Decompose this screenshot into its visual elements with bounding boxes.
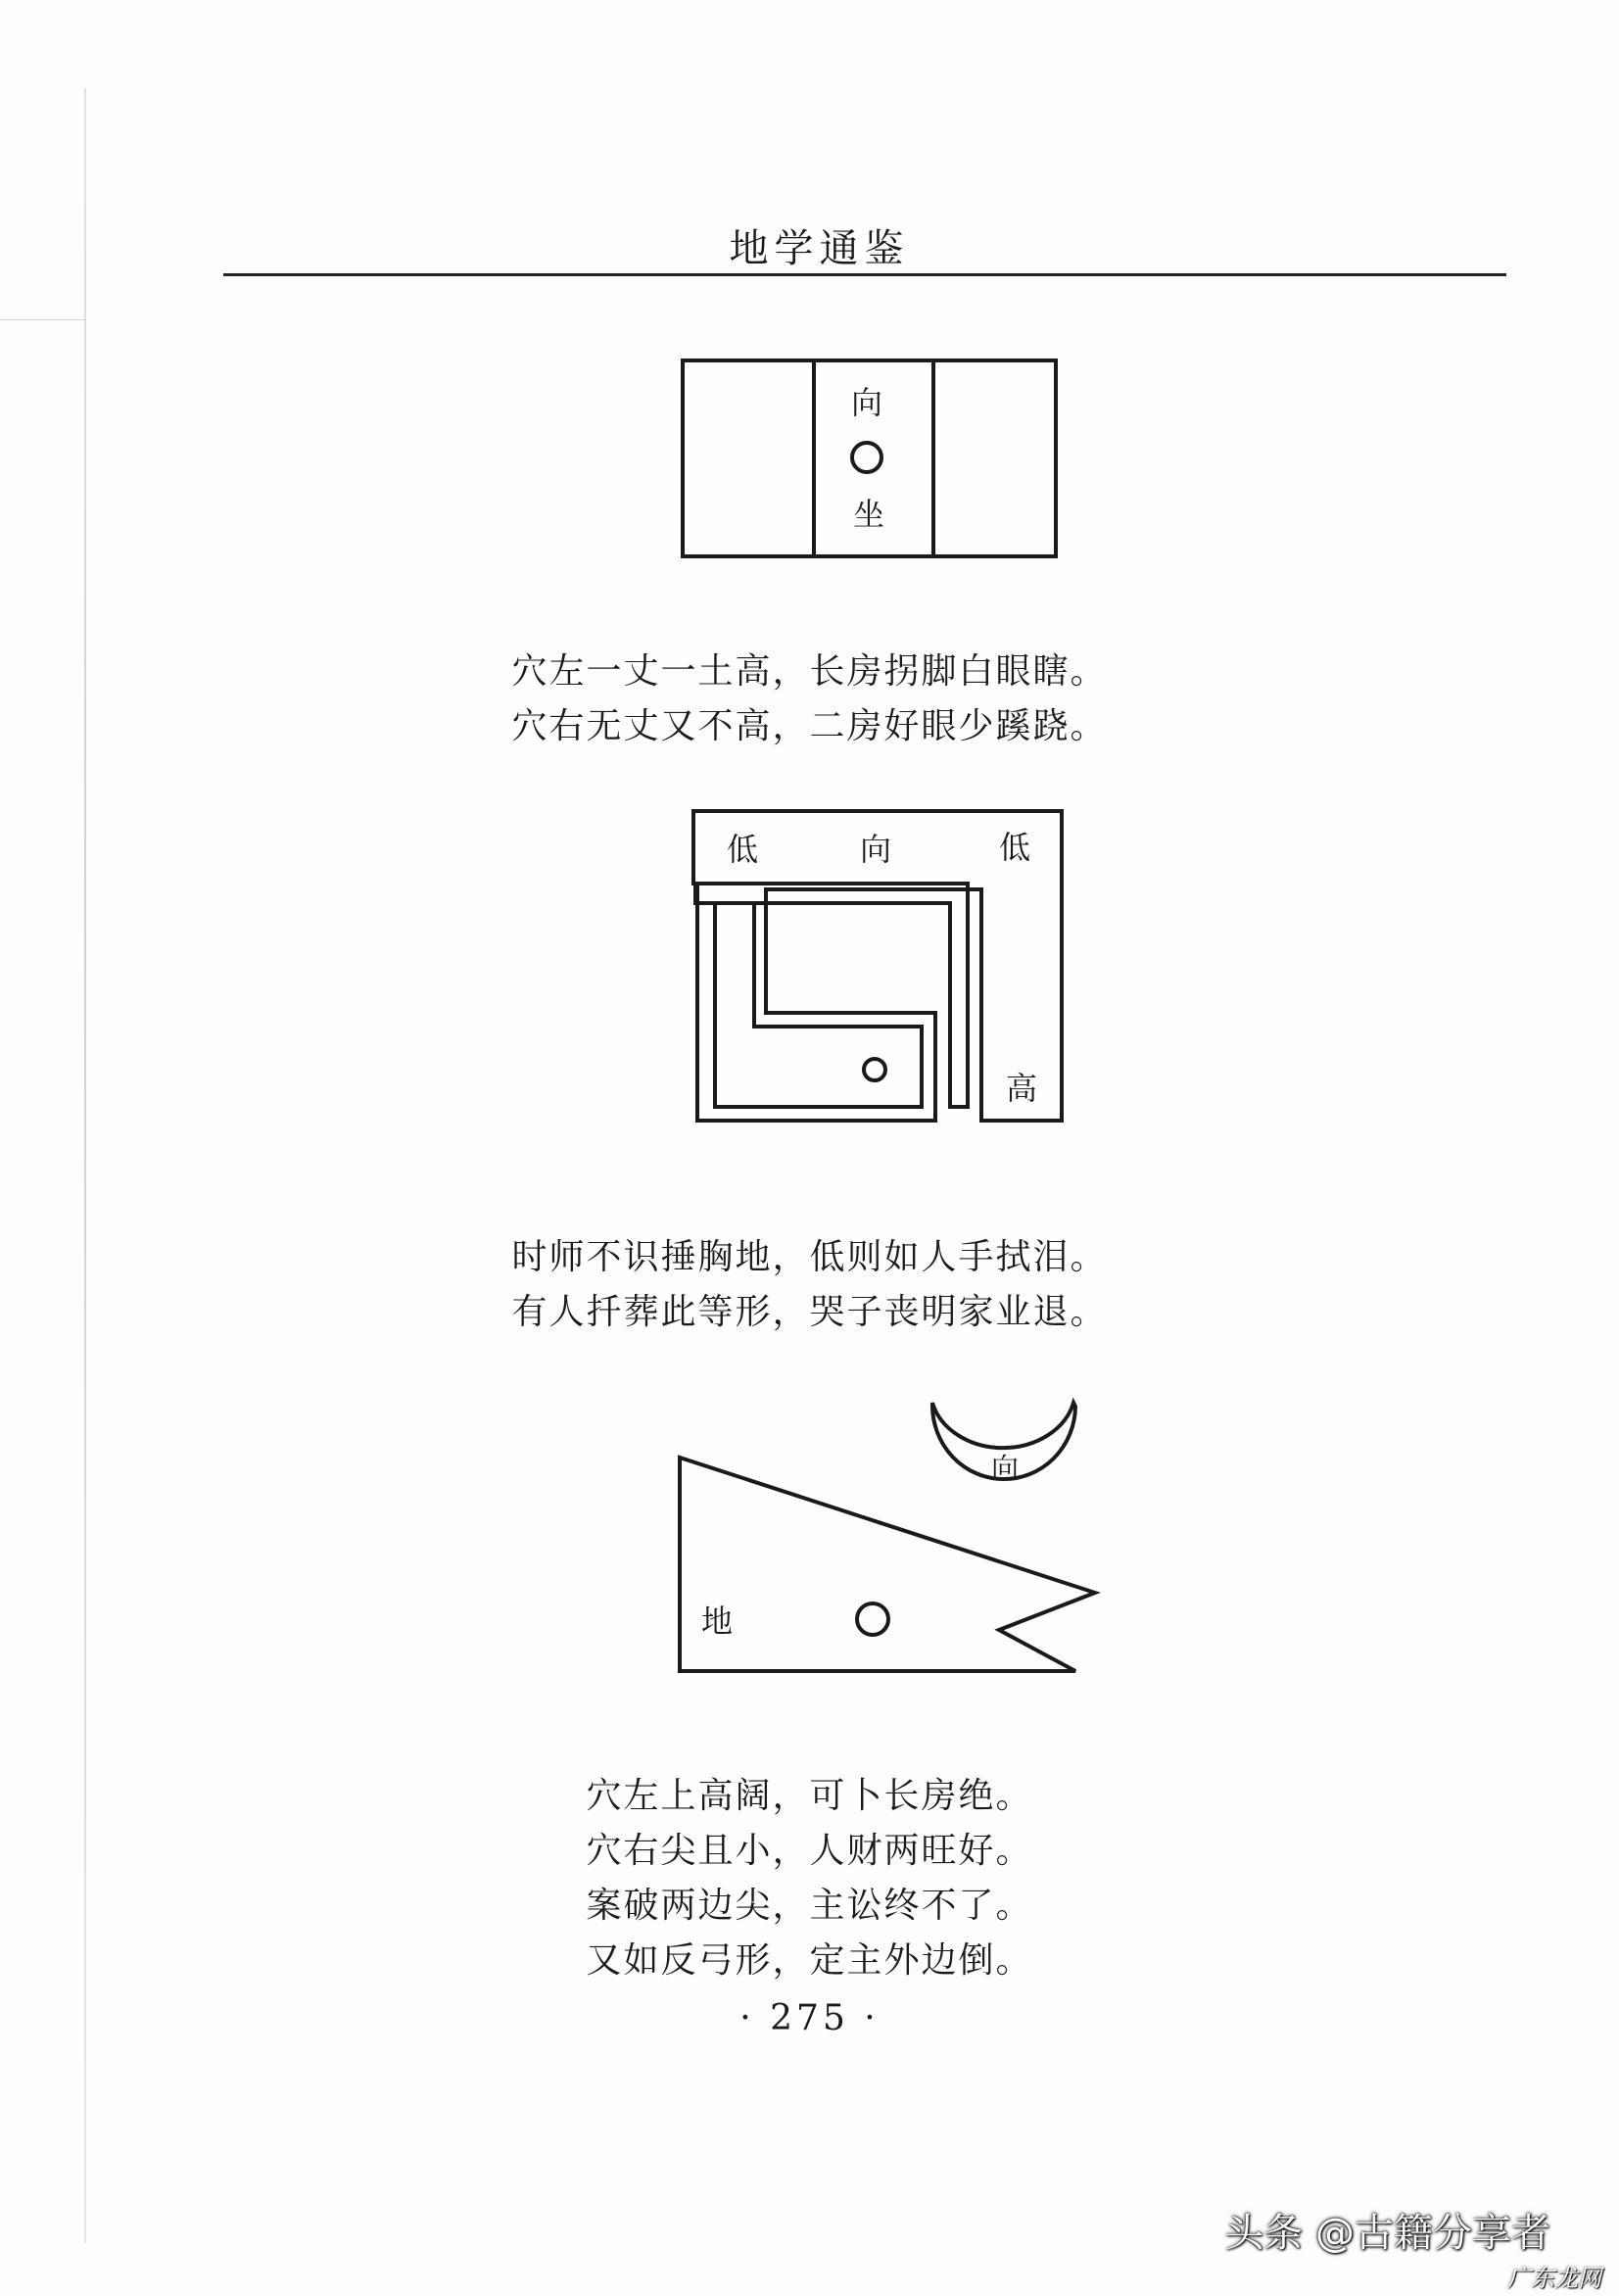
diagram-2-grave-marker [864,1059,885,1080]
verse-line: 有人扦葬此等形，哭子丧明家业退。 [511,1292,1108,1332]
running-header-title: 地学通鉴 [729,226,910,271]
diagram-3-triangle [680,1458,1095,1671]
diagram-2-label-left: 低 [726,831,759,868]
scan-mark [0,319,86,320]
page-number: · 275 · [739,1998,880,2038]
verse-2 [0,1230,1619,1340]
diagram-3-label-moon: 向 [990,1452,1020,1484]
verse-line: 又如反弓形，定主外边倒。 [586,1940,1033,1981]
diagram-1-label-top: 向 [850,384,883,421]
verse-1 [0,645,1619,754]
verse-3 [0,1769,1619,1988]
diagram-2-label-bottom-right: 高 [1005,1070,1038,1107]
verse-line: 时师不识捶胸地，低则如人手拭泪。 [511,1237,1108,1277]
diagram-3-label-left: 地 [700,1602,734,1640]
diagram-2-label-right: 低 [998,829,1031,866]
watermark-site: 广东龙网 [1507,2265,1601,2292]
diagram-2-label-center: 向 [859,831,892,868]
diagram-3-grave-marker [857,1603,888,1635]
verse-line: 穴右尖且小，人财两旺好。 [586,1831,1033,1871]
header-rule [223,273,1506,276]
diagram-1-grave-marker [852,443,881,472]
diagram-1 [681,359,1059,560]
verse-line: 案破两边尖，主讼终不了。 [586,1886,1033,1926]
verse-line: 穴左一丈一土高，长房拐脚白眼瞎。 [511,651,1108,692]
verse-line: 穴右无丈又不高，二房好眼少蹊跷。 [511,706,1108,746]
diagram-3 [676,1397,1107,1691]
verse-line: 穴左上高阔，可卜长房绝。 [586,1776,1033,1816]
diagram-2 [686,805,1070,1128]
diagram-2-inner-band [695,884,968,1107]
diagram-1-label-bottom: 坐 [852,496,885,533]
watermark: 头条 @古籍分享者 [1224,2211,1550,2256]
